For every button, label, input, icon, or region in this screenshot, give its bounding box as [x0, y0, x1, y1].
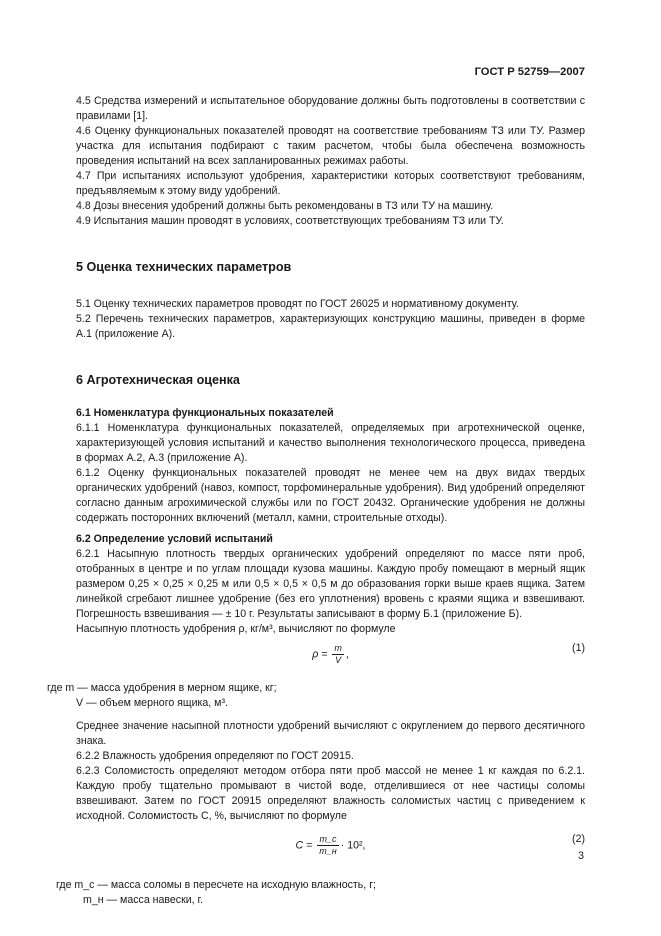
formula-2-fraction [317, 834, 338, 857]
formula-2 [76, 832, 585, 866]
standard-code: ГОСТ Р 52759—2007 [474, 66, 585, 78]
section-6-heading: 6 Агротехническая оценка [76, 373, 240, 387]
formula-1-numerator: m [334, 643, 342, 653]
clause-6-2-2-text: 6.2.2 Влажность удобрения определяют по ГОСТ 20915. [76, 750, 354, 762]
clause-4-5-text: 4.5 Средства измерений и испытательное оборудование должны быть подготовлены в соответствии с правилами [1]. [76, 95, 585, 122]
clause-4-6-text: 4.6 Оценку функциональных показателей проводят на соответствие требованиям ТЗ или ТУ. Размер участка для испытания подбирают с таким расчетом, чтобы была обеспечена возможность проведения испытаний на всех запланированных режимах работы. [76, 125, 585, 167]
formula-1-expression [76, 643, 585, 666]
formula-1-tail: , [345, 648, 349, 661]
formula-2-denominator: m_н [319, 846, 337, 856]
clause-4-6 [76, 124, 585, 169]
subsection-6-2-heading: 6.2 Определение условий испытаний [76, 533, 273, 545]
formula-1-legend-m: где m — масса удобрения в мерном ящике, кг; [47, 682, 277, 694]
formula-1-denominator: V [335, 655, 342, 665]
density-rounding-note-text: Среднее значение насыпной плотности удобрений вычисляют с округлением до первого десятичного знака. [76, 720, 585, 747]
clause-6-2-3 [76, 764, 585, 824]
clause-4-7-text: 4.7 При испытаниях используют удобрения, характеристики которых соответствуют требованиям, предъявляемым к этому виду удобрений. [76, 170, 585, 197]
formula-2-legend-mc: где m_c — масса соломы в пересчете на исходную влажность, г; [56, 879, 376, 891]
clause-6-1-2 [76, 466, 585, 526]
clause-5-2 [76, 312, 585, 342]
clause-4-8-text: 4.8 Дозы внесения удобрений должны быть рекомендованы в ТЗ или ТУ на машину. [76, 200, 494, 212]
formula-1 [76, 641, 585, 671]
clause-4-8 [76, 199, 585, 214]
clause-4-7 [76, 169, 585, 199]
formula-1-lhs: ρ = [312, 648, 328, 661]
page-number: 3 [578, 850, 584, 862]
formula-1-number: (1) [572, 642, 585, 654]
density-formula-intro [76, 622, 585, 637]
formula-2-expression [76, 834, 585, 857]
formula-2-legend [56, 878, 585, 908]
density-formula-intro-text: Насыпную плотность удобрения ρ, кг/м³, вычисляют по формуле [76, 623, 396, 635]
clause-4-9-text: 4.9 Испытания машин проводят в условиях, соответствующих требованиям ТЗ или ТУ. [76, 215, 504, 227]
clause-5-1-text: 5.1 Оценку технических параметров проводят по ГОСТ 26025 и нормативному документу. [76, 298, 519, 310]
clause-5-2-text: 5.2 Перечень технических параметров, характеризующих конструкцию машины, приведен в форме А.1 (приложение А). [76, 313, 585, 340]
clause-5-1 [76, 297, 585, 312]
formula-1-legend [47, 681, 585, 711]
density-rounding-note [76, 719, 585, 749]
clause-4-9 [76, 214, 585, 229]
clause-6-2-2 [76, 749, 585, 764]
formula-2-numerator: m_c [317, 834, 338, 846]
clause-6-1-1 [76, 421, 585, 466]
formula-2-number: (2) [572, 833, 585, 845]
clause-6-2-1-text: 6.2.1 Насыпную плотность твердых органических удобрений определяют по массе пяти проб, отобранных в центре и по углам площади кузова машины. Каждую пробу помещают в мерный ящик размером 0,25 × 0,25 × 0,25 м или 0,5 × 0,5 × 0,5 м до образования горки выше краев ящика. Затем линейкой сгребают лишнее удобрение (без его уплотнения) вровень с краями ящика и взвешивают. Погрешность взвешивания — ± 10 г. Результаты записывают в форму Б.1 (приложение Б). [76, 548, 585, 620]
formula-2-tail: · 10², [340, 839, 366, 852]
formula-2-legend-mn: m_н — масса навески, г. [83, 894, 204, 906]
formula-1-fraction [332, 643, 344, 666]
clause-6-1-1-text: 6.1.1 Номенклатура функциональных показателей, определяемых при агротехнической оценке, характеризующей условия испытаний и качество выполнения технологического процесса, приведена в формах А.2, А.3 (приложение А). [76, 422, 585, 464]
formula-1-legend-v: V — объем мерного ящика, м³. [76, 697, 228, 709]
clause-6-2-3-text: 6.2.3 Соломистость определяют методом отбора пяти проб массой не менее 1 кг каждая по 6.2.1. Каждую пробу тщательно промывают в чистой воде, отделившиеся от нее частицы соломы взвешивают. Затем по ГОСТ 20915 определяют влажность соломистых частиц с приведением к исходной. Соломистость C, %, вычисляют по формуле [76, 765, 585, 822]
clause-6-1-2-text: 6.1.2 Оценку функциональных показателей проводят не менее чем на двух видах твердых органических удобрений (навоз, компост, торфоминеральные удобрения). Вид удобрений определяют согласно данным агрохимической службы или по ГОСТ 20432. Органические удобрения не должны содержать посторонних включений (металл, камни, строительные отходы). [76, 467, 585, 524]
subsection-6-1-heading: 6.1 Номенклатура функциональных показателей [76, 407, 334, 419]
formula-2-lhs: C = [295, 839, 313, 852]
clause-6-2-1 [76, 547, 585, 622]
page-content [47, 94, 585, 908]
clause-4-5 [76, 94, 585, 124]
section-5-heading: 5 Оценка технических параметров [76, 260, 292, 274]
